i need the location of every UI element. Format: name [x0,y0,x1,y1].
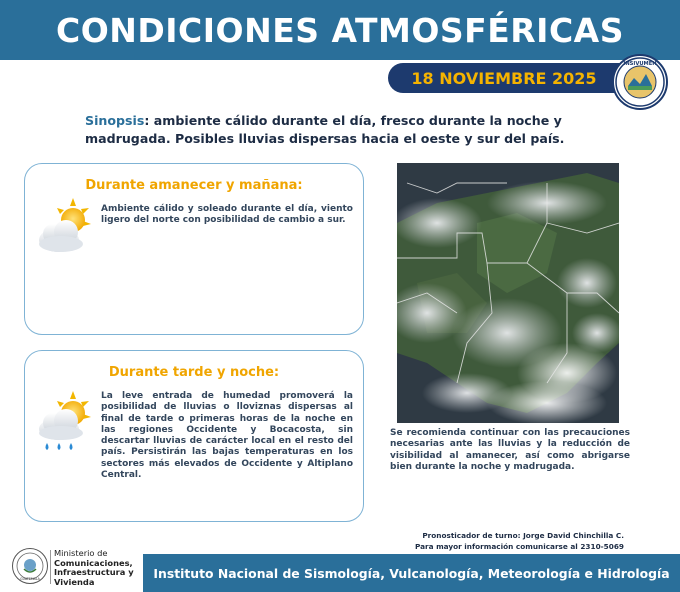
insivumeh-logo-icon [614,56,666,108]
morning-text: Ambiente cálido y soleado durante el día, viento ligero del norte con posibilidad de cambio a sur. [101,204,353,226]
date-badge [388,63,620,93]
morning-title: Durante amanecer y mañana: [85,178,303,193]
ministry-name [54,549,144,587]
sinopsis [85,112,605,148]
insivumeh-logo [612,54,668,110]
evening-title: Durante tarde y noche: [108,365,280,380]
partly-sunny-icon [33,196,93,260]
ministry-seal [12,548,48,584]
recommendation-text: Se recomienda continuar con las precauciones necesarias ante las lluvias y la reducción de visibilidad al amanecer, así como abrigarse bien durante la noche y madrugada. [390,428,630,472]
seal-text: GUATEMALA [20,577,40,581]
ministry-divider [50,550,51,584]
sun-rain-icon [33,391,93,455]
logo-text: INSIVUMEH [623,61,657,67]
sinopsis-text: : ambiente cálido durante el día, fresco durante la noche y madrugada. Posibles lluvias dispersas hacia el oeste y sur del país. [85,113,565,146]
forecaster-name: Pronosticador de turno: Jorge David Chinchilla C. [422,531,624,540]
forecaster-info [404,530,624,552]
institute-name: Instituto Nacional de Sismología, Vulcanología, Meteorología e Hidrología [153,565,670,581]
contact-info: Para mayor información comunicarse al 2310-5069 [414,542,624,551]
page-title: CONDICIONES ATMOSFÉRICAS [56,10,624,50]
evening-card [24,350,364,522]
satellite-map-icon [397,163,619,423]
sinopsis-label: Sinopsis [85,113,145,128]
ministry-line1: Ministerio de [54,548,108,558]
header-banner [0,0,680,60]
footer-banner [143,554,680,592]
morning-card [24,163,364,335]
date-label: 18 NOVIEMBRE 2025 [411,68,597,88]
satellite-image [397,163,619,423]
ministry-line2: Comunicaciones, Infraestructura y Vivienda [54,557,134,587]
evening-text: La leve entrada de humedad promoverá la posibilidad de lluvias o lloviznas dispersas al final de tarde o primeras horas de la noche en las regiones Occidente y Bocacosta, sin descartar lluvias de carácter local en el resto del país. Persistirán las bajas temperaturas en los sectores más elevados de Occidente y Altiplano Central. [101,391,353,481]
guatemala-seal-icon [13,549,47,583]
